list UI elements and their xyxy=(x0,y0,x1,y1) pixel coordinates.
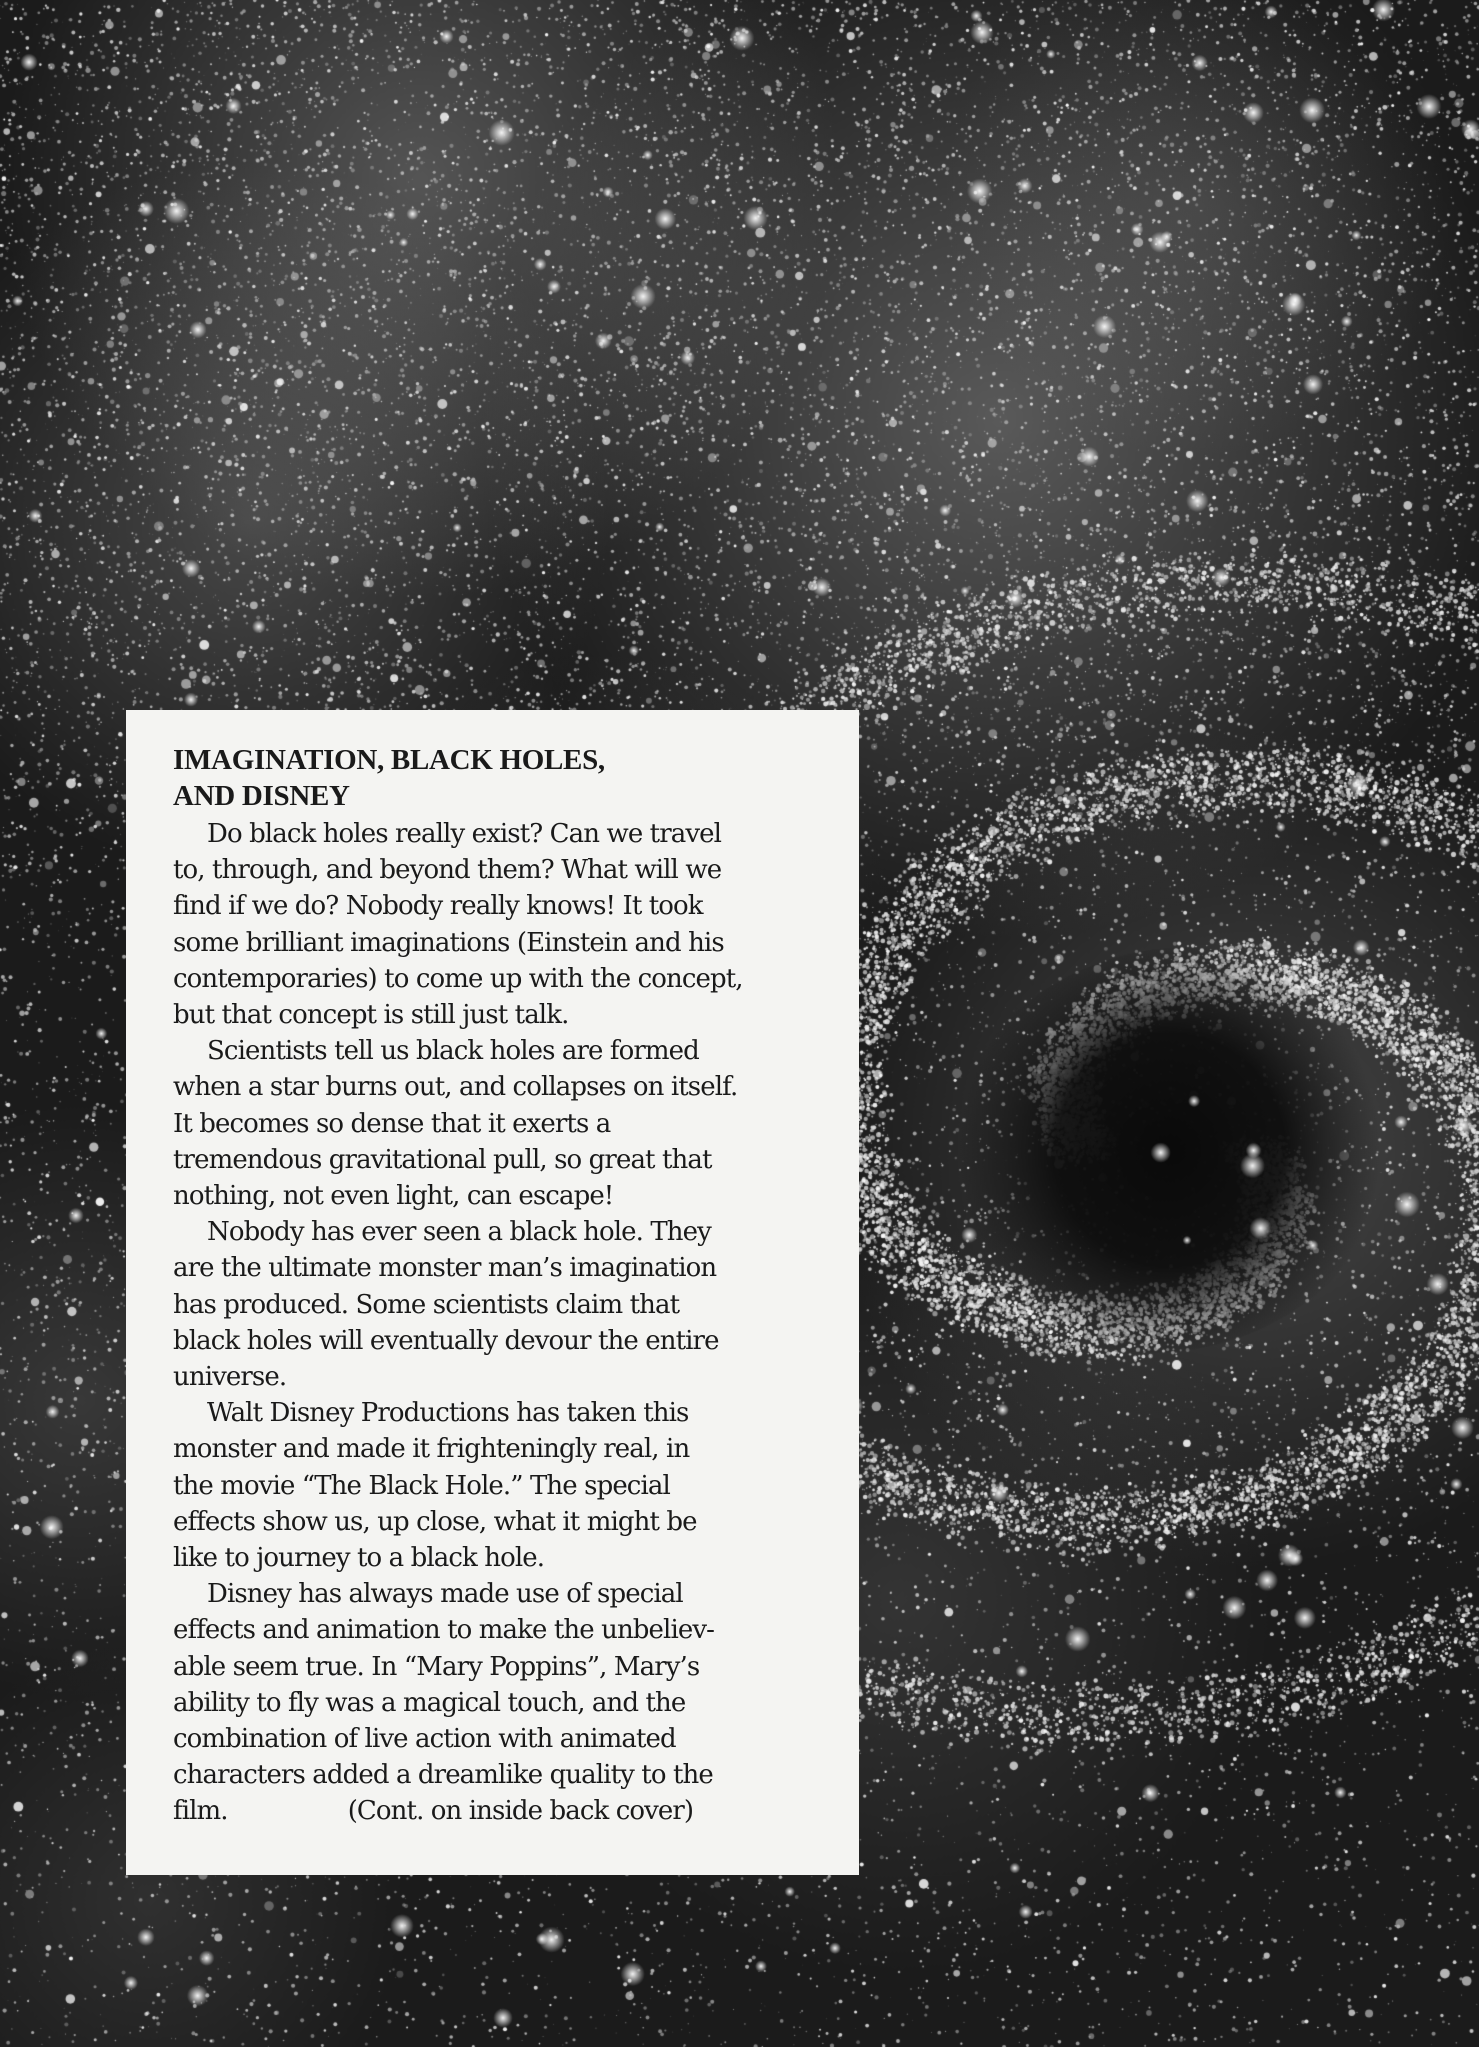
headline-line: AND DISNEY xyxy=(173,780,350,812)
continuation-note: (Cont. on inside back cover) xyxy=(347,1796,694,1827)
text-line: nothing, not even light, can escape! xyxy=(173,1181,614,1212)
paragraph-2 xyxy=(173,1033,819,1214)
paragraph-3 xyxy=(173,1214,819,1395)
text-line: monster and made it frighteningly real, in xyxy=(173,1434,690,1465)
text-line: like to journey to a black hole. xyxy=(173,1543,545,1574)
text-line: characters added a dreamlike quality to the xyxy=(173,1760,713,1791)
text-line: Walt Disney Productions has taken this xyxy=(207,1398,689,1429)
text-line: effects show us, up close, what it might be xyxy=(173,1506,697,1537)
text-line: universe. xyxy=(173,1362,287,1393)
text-line: Scientists tell us black holes are formed xyxy=(207,1036,699,1067)
text-line: Disney has always made use of special xyxy=(207,1579,683,1610)
paragraph-5 xyxy=(173,1576,819,1829)
article-panel xyxy=(126,710,859,1875)
text-line: black holes will eventually devour the entire xyxy=(173,1325,719,1356)
text-line: ability to fly was a magical touch, and the xyxy=(173,1687,686,1718)
text-line: effects and animation to make the unbeliev- xyxy=(173,1615,715,1646)
text-line: film. xyxy=(173,1796,228,1827)
text-line: to, through, and beyond them? What will we xyxy=(173,855,722,886)
text-line: but that concept is still just talk. xyxy=(173,1000,569,1031)
text-line: when a star burns out, and collapses on itself. xyxy=(173,1072,738,1103)
article-headline xyxy=(173,742,819,814)
text-line: has produced. Some scientists claim that xyxy=(173,1289,680,1320)
text-line: It becomes so dense that it exerts a xyxy=(173,1108,611,1139)
paragraph-1 xyxy=(173,816,819,1033)
text-line: able seem true. In “Mary Poppins”, Mary’s xyxy=(173,1651,700,1682)
headline-line: IMAGINATION, BLACK HOLES, xyxy=(173,744,605,776)
paragraph-4 xyxy=(173,1395,819,1576)
text-line: contemporaries) to come up with the concept, xyxy=(173,963,743,994)
text-line: the movie “The Black Hole.” The special xyxy=(173,1470,670,1501)
text-line: combination of live action with animated xyxy=(173,1724,676,1755)
text-line: are the ultimate monster man’s imagination xyxy=(173,1253,717,1284)
final-line xyxy=(173,1793,819,1829)
text-line: Nobody has ever seen a black hole. They xyxy=(207,1217,711,1248)
text-line: Do black holes really exist? Can we travel xyxy=(207,819,722,849)
text-line: tremendous gravitational pull, so great that xyxy=(173,1144,712,1175)
text-line: some brilliant imaginations (Einstein and his xyxy=(173,927,724,958)
text-line: find if we do? Nobody really knows! It took xyxy=(173,891,703,922)
